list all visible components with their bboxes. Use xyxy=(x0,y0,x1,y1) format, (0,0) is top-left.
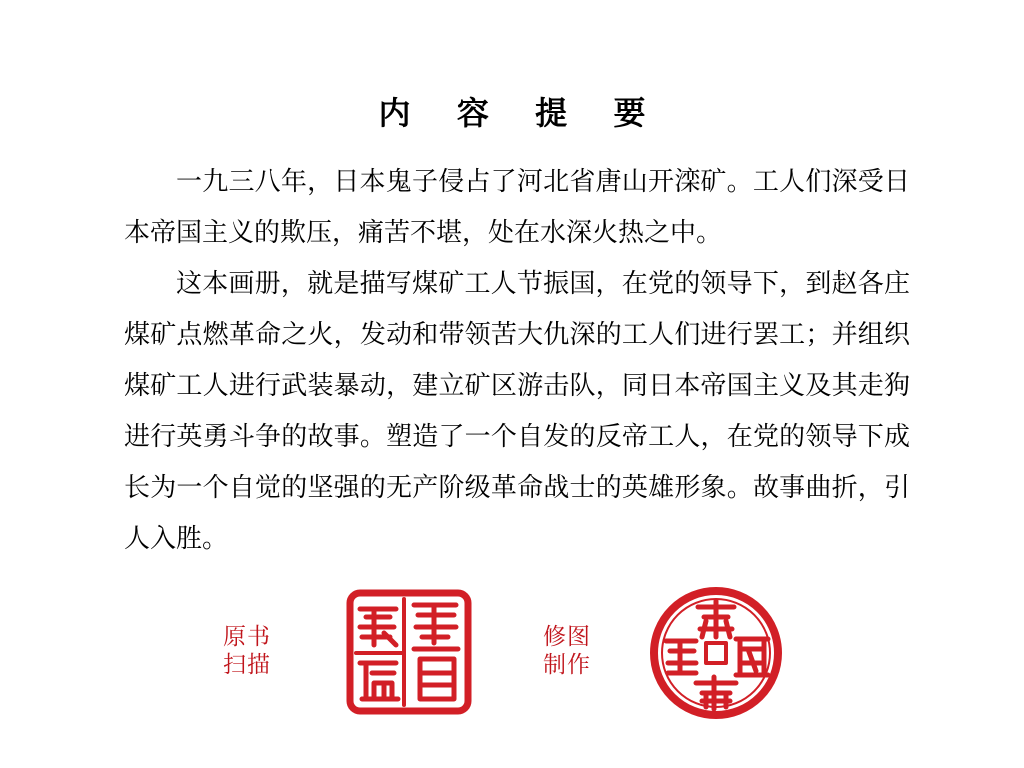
summary-text xyxy=(124,157,910,565)
paragraph-1: 一九三八年，日本鬼子侵占了河北省唐山开滦矿。工人们深受日本帝国主义的欺压，痛苦不堪，处在水深火热之中。 xyxy=(124,167,910,248)
round-seal-stamp xyxy=(648,585,784,721)
credit-scan xyxy=(223,623,271,679)
page-title: 内 容 提 要 xyxy=(378,94,664,132)
credit-scan-line1: 原书 xyxy=(223,624,271,650)
paragraph-2: 这本画册，就是描写煤矿工人节振国，在党的领导下，到赵各庄煤矿点燃革命之火，发动和带领苦大仇深的工人们进行罢工；并组织煤矿工人进行武装暴动，建立矿区游击队，同日本帝国主义及其走狗进行英勇斗争的故事。塑造了一个自发的反帝工人，在党的领导下成长为一个自觉的坚强的无产阶级革命战士的英雄形象。故事曲折，引人入胜。 xyxy=(124,269,910,554)
credit-edit-line2: 制作 xyxy=(543,652,591,678)
credit-scan-line2: 扫描 xyxy=(223,652,271,678)
credit-edit xyxy=(543,623,591,679)
square-seal-stamp xyxy=(344,587,474,717)
credit-edit-line1: 修图 xyxy=(543,624,591,650)
